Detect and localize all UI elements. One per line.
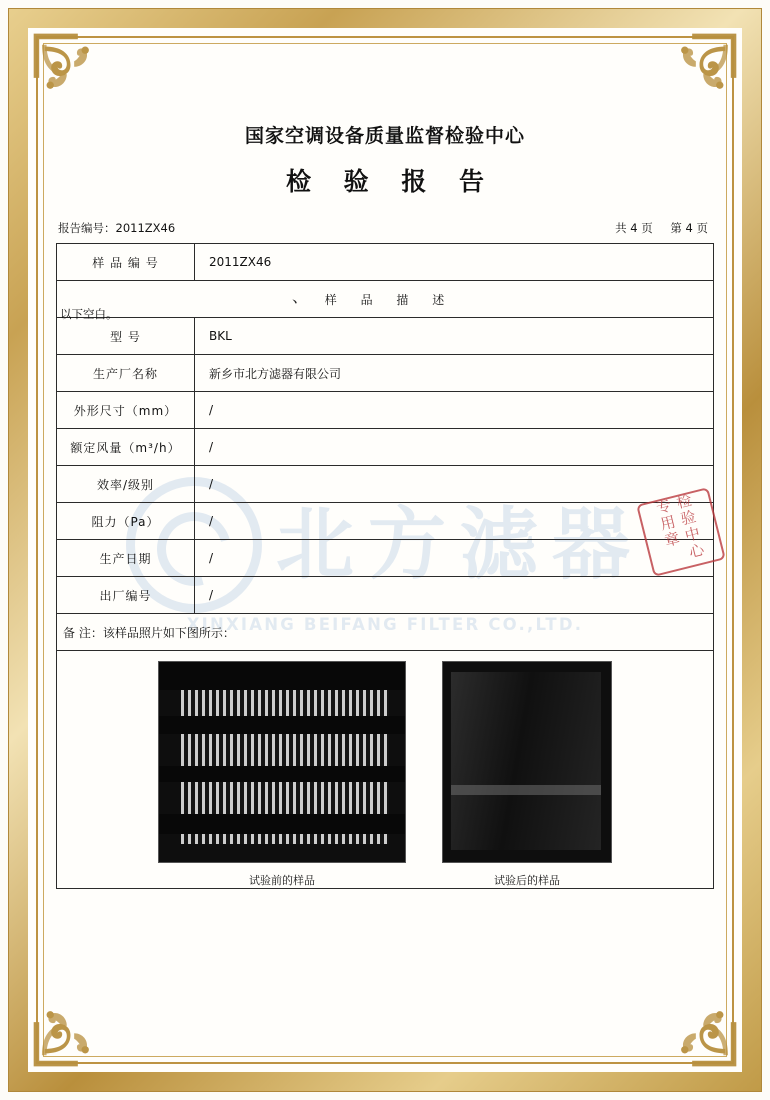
row-label-manufacturer: 生产厂名称 bbox=[57, 355, 195, 392]
document-content bbox=[56, 56, 714, 1044]
blank-note: 以下空白。 bbox=[60, 307, 118, 321]
sample-no-value: 2011ZX46 bbox=[195, 244, 714, 281]
page-total: 共 4 页 bbox=[615, 221, 653, 235]
row-value-manufacturer: 新乡市北方滤器有限公司 bbox=[195, 355, 714, 392]
photo-before bbox=[158, 661, 406, 888]
table-row bbox=[57, 392, 714, 429]
remark-text: 备 注：该样品照片如下图所示： bbox=[57, 614, 714, 651]
row-value-serial-no: / bbox=[195, 577, 714, 614]
table-row bbox=[57, 540, 714, 577]
photo-row bbox=[57, 651, 714, 889]
table-row bbox=[57, 244, 714, 281]
table-row bbox=[57, 466, 714, 503]
sample-no-label: 样 品 编 号 bbox=[57, 244, 195, 281]
page-current: 第 4 页 bbox=[670, 221, 708, 235]
row-label-serial-no: 出厂编号 bbox=[57, 577, 195, 614]
row-label-production-date: 生产日期 bbox=[57, 540, 195, 577]
table-section-row bbox=[57, 281, 714, 318]
row-value-efficiency: / bbox=[195, 466, 714, 503]
row-value-dimensions: / bbox=[195, 392, 714, 429]
row-label-resistance: 阻力（Pa） bbox=[57, 503, 195, 540]
watermark-text-en: XINXIANG BEIFANG FILTER CO.,LTD. bbox=[186, 615, 584, 634]
section-header: 样 品 描 述 bbox=[57, 281, 714, 318]
handwritten-stroke: 、 bbox=[292, 287, 309, 306]
row-label-rated-airflow: 额定风量（m³/h） bbox=[57, 429, 195, 466]
sample-photo-before-image bbox=[158, 661, 406, 863]
row-label-efficiency: 效率/级别 bbox=[57, 466, 195, 503]
row-value-resistance: / bbox=[195, 503, 714, 540]
table-row bbox=[57, 503, 714, 540]
photo-after bbox=[442, 661, 612, 888]
row-label-dimensions: 外形尺寸（mm） bbox=[57, 392, 195, 429]
sample-photo-after-image bbox=[442, 661, 612, 863]
row-value-production-date: / bbox=[195, 540, 714, 577]
page-indicator bbox=[601, 220, 708, 236]
row-label-model: 型 号 bbox=[57, 318, 195, 355]
page-title: 国家空调设备质量监督检验中心 bbox=[244, 125, 525, 147]
table-row bbox=[57, 577, 714, 614]
stamp-text: 检验中心专用章 bbox=[652, 491, 707, 562]
photo-caption-before: 试验前的样品 bbox=[249, 874, 315, 887]
page-subtitle: 检 验 报 告 bbox=[285, 167, 497, 196]
table-row bbox=[57, 355, 714, 392]
table-row bbox=[57, 429, 714, 466]
report-number: 报告编号：2011ZX46 bbox=[58, 221, 176, 235]
row-value-rated-airflow: / bbox=[195, 429, 714, 466]
meta-row bbox=[56, 220, 714, 236]
remark-row bbox=[57, 614, 714, 651]
watermark-text-cn: 北方滤器 bbox=[275, 500, 644, 590]
sample-description-table bbox=[56, 243, 714, 889]
photo-gallery bbox=[57, 651, 713, 888]
row-value-model: BKL bbox=[195, 318, 714, 355]
table-row bbox=[57, 318, 714, 355]
photo-caption-after: 试验后的样品 bbox=[494, 874, 560, 887]
